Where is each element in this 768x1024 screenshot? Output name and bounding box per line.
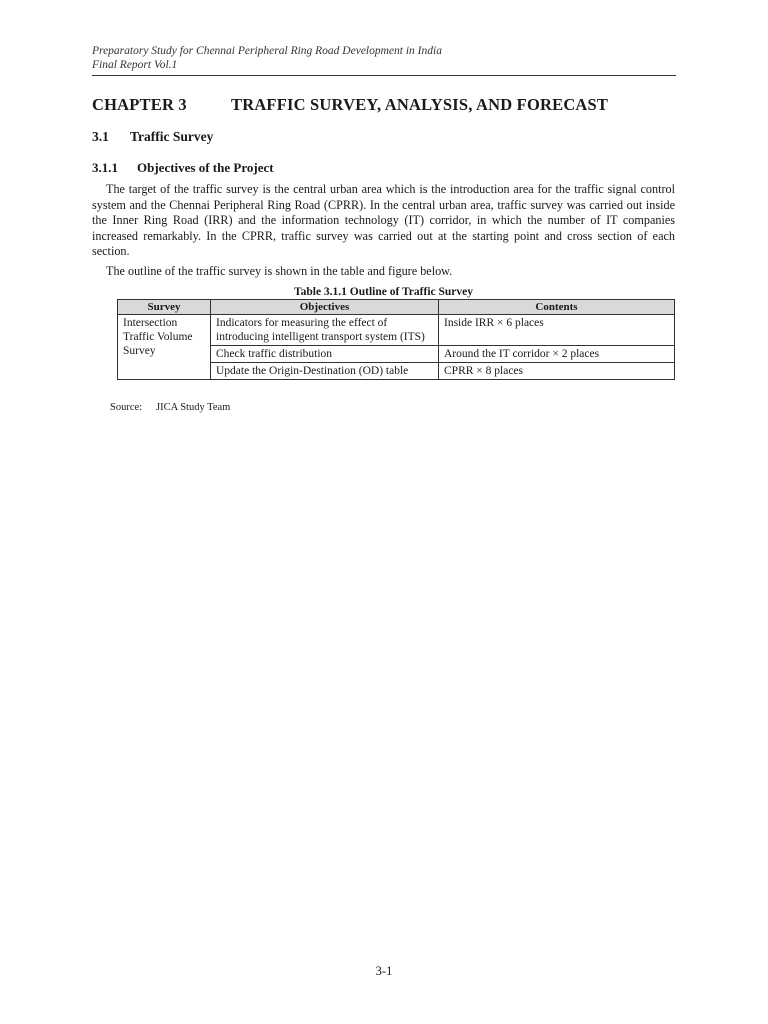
content-cell: Inside IRR × 6 places [439,315,675,346]
table-header-row [118,300,675,315]
header-subtitle: Final Report Vol.1 [92,59,178,71]
header-title: Preparatory Study for Chennai Peripheral Ring Road Development in India [92,45,442,57]
section-title: Traffic Survey [130,129,214,144]
page-number: 3-1 [375,964,393,978]
chapter-heading [92,95,682,115]
chapter-title: TRAFFIC SURVEY, ANALYSIS, AND FORECAST [231,95,609,114]
source-text: JICA Study Team [156,402,231,413]
subsection-title: Objectives of the Project [137,160,274,175]
column-header: Contents [439,300,675,315]
chapter-number: CHAPTER 3 [92,95,187,114]
body-paragraph: The outline of the traffic survey is shown in the table and figure below. [106,264,453,278]
section-heading [92,129,213,145]
objective-cell: Update the Origin-Destination (OD) table [211,363,439,380]
column-header: Survey [118,300,211,315]
content-cell: Around the IT corridor × 2 places [439,346,675,363]
source-label: Source: [110,402,143,413]
running-header [92,44,676,76]
objective-cell: Check traffic distribution [211,346,439,363]
objective-cell: Indicators for measuring the effect of introducing intelligent transport system (ITS) [211,315,439,346]
source-note [110,402,230,413]
body-paragraph: The target of the traffic survey is the central urban area which is the introduction area for the traffic signal control system and the Chennai Peripheral Ring Road (CPRR). In the central urban area, traffic survey was carried out inside the Inner Ring Road (IRR) and the information technology (IT) corridor, in which the number of IT companies increased remarkably. In the CPRR, traffic survey was carried out at the starting point and cross section of each section. [92,182,675,258]
section-number: 3.1 [92,129,109,144]
table-row [118,315,675,346]
subsection-number: 3.1.1 [92,160,118,175]
survey-cell: Intersection Traffic Volume Survey [118,315,211,380]
subsection-heading [92,160,274,176]
column-header: Objectives [211,300,439,315]
table-caption: Table 3.1.1 Outline of Traffic Survey [294,286,473,298]
content-cell: CPRR × 8 places [439,363,675,380]
survey-outline-table [117,299,675,380]
